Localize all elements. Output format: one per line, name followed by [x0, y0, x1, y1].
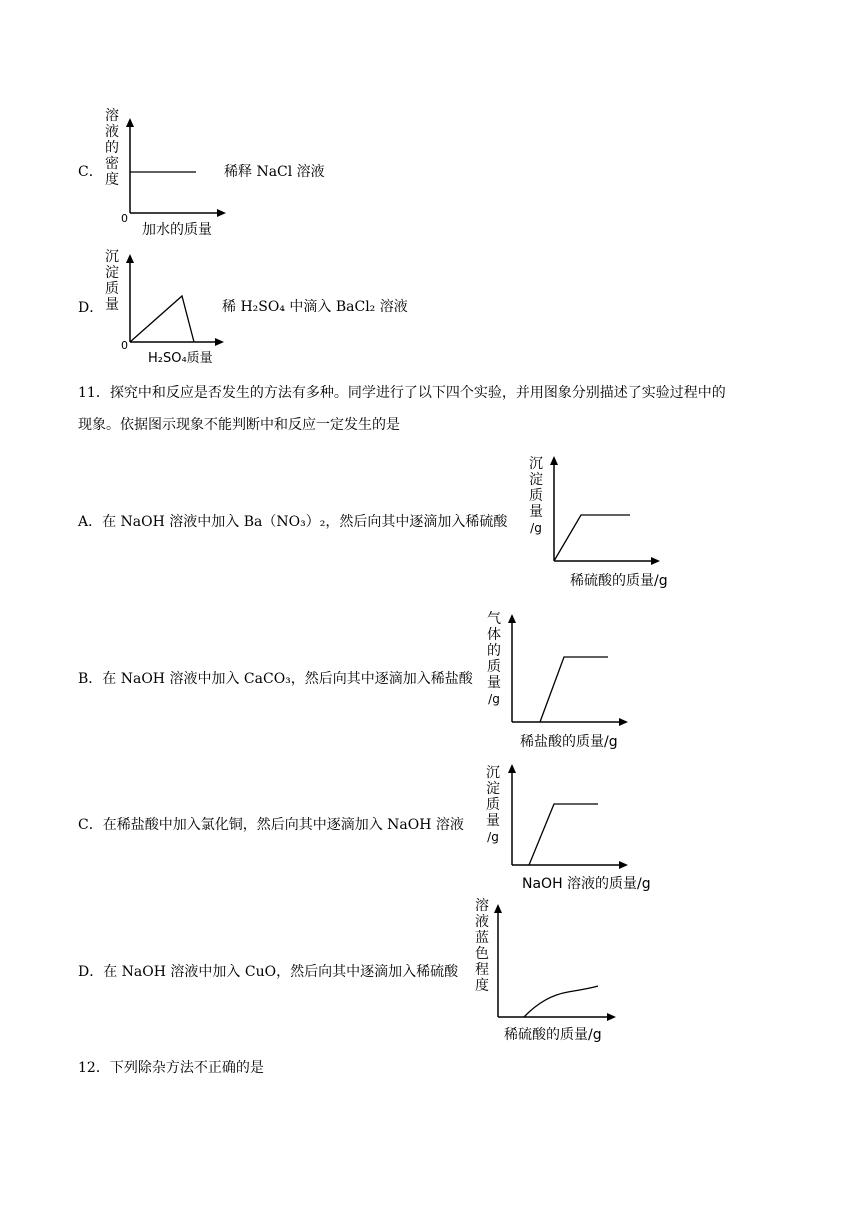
data-curve — [524, 986, 598, 1017]
q11-b-graph — [506, 614, 636, 726]
ylabel-char: 液 — [105, 124, 119, 140]
ylabel-char: 溶 — [475, 898, 489, 914]
data-line — [540, 657, 608, 722]
x-axis-arrow — [607, 1013, 616, 1021]
ylabel-char: 程 — [475, 962, 489, 978]
q11-a-graph — [548, 456, 668, 566]
ylabel-char: /g — [530, 521, 542, 535]
q11-option-b: B．在 NaOH 溶液中加入 CaCO₃，然后向其中逐滴加入稀盐酸 — [78, 671, 473, 687]
x-axis-arrow — [651, 557, 660, 565]
option-letter-d: D． — [78, 300, 104, 316]
ylabel-char: 淀 — [105, 265, 119, 281]
option-c-caption: 稀释 NaCl 溶液 — [224, 164, 325, 180]
ylabel-char: 质 — [486, 797, 500, 813]
y-axis-arrow — [508, 614, 516, 623]
q11-stem-line2: 现象。依据图示现象不能判断中和反应一定发生的是 — [78, 417, 400, 433]
q11-c-xlabel: NaOH 溶液的质量/g — [522, 876, 651, 892]
ylabel-char: 色 — [475, 946, 489, 962]
ylabel-char: 溶 — [105, 108, 119, 124]
data-line — [529, 804, 598, 865]
option-letter-c: C． — [78, 164, 103, 180]
origin-label: 0 — [121, 212, 128, 225]
y-axis-arrow — [126, 254, 134, 263]
ylabel-char: /g — [488, 692, 500, 706]
x-axis-arrow — [217, 209, 226, 217]
ylabel-char: 的 — [105, 140, 119, 156]
ylabel-char: 沉 — [105, 249, 119, 265]
y-axis-arrow — [126, 118, 134, 127]
origin-label: 0 — [121, 339, 128, 352]
q11-option-d: D．在 NaOH 溶液中加入 CuO，然后向其中逐滴加入稀硫酸 — [78, 964, 459, 980]
ylabel-char: /g — [487, 830, 499, 844]
ylabel-char: 质 — [487, 659, 501, 675]
ylabel-char: 沉 — [529, 456, 543, 472]
q11-d-graph — [492, 904, 622, 1020]
graph-c-prev — [118, 118, 228, 218]
q11-d-xlabel: 稀硫酸的质量/g — [504, 1027, 602, 1043]
q11-c-ylabel — [484, 765, 502, 845]
x-axis-arrow — [619, 718, 628, 726]
ylabel-char: 的 — [487, 643, 501, 659]
y-axis-arrow — [550, 456, 558, 465]
ylabel-char: 蓝 — [475, 930, 489, 946]
q11-option-a: A．在 NaOH 溶液中加入 Ba（NO₃）₂，然后向其中逐滴加入稀硫酸 — [78, 514, 508, 530]
ylabel-char: 质 — [105, 281, 119, 297]
ylabel-char: 淀 — [486, 781, 500, 797]
ylabel-char: 量 — [487, 675, 501, 691]
ylabel-char: 量 — [529, 504, 543, 520]
ylabel-char: 量 — [105, 297, 119, 313]
ylabel-char: 沉 — [486, 765, 500, 781]
data-line — [554, 515, 630, 561]
graph-d-prev — [118, 254, 228, 354]
y-axis-arrow — [508, 764, 516, 773]
q11-option-c: C．在稀盐酸中加入氯化铜，然后向其中逐滴加入 NaOH 溶液 — [78, 817, 464, 833]
ylabel-char: 液 — [475, 914, 489, 930]
graph-c-xlabel: 加水的质量 — [142, 222, 212, 238]
q11-a-xlabel: 稀硫酸的质量/g — [570, 573, 668, 589]
ylabel-char: 量 — [486, 813, 500, 829]
ylabel-char: 质 — [529, 488, 543, 504]
x-axis-arrow — [619, 861, 628, 869]
graph-d-xlabel: H₂SO₄质量 — [148, 351, 213, 366]
x-axis-arrow — [215, 338, 224, 346]
q11-b-xlabel: 稀盐酸的质量/g — [520, 734, 618, 750]
ylabel-char: 密 — [105, 156, 119, 172]
q11-stem-line1: 11．探究中和反应是否发生的方法有多种。同学进行了以下四个实验，并用图象分别描述了实验过程中的 — [78, 385, 726, 401]
ylabel-char: 体 — [487, 627, 501, 643]
q11-b-ylabel — [485, 611, 503, 707]
ylabel-char: 气 — [487, 611, 501, 627]
q11-c-graph — [506, 764, 636, 868]
data-line — [130, 296, 194, 342]
q11-a-ylabel — [527, 456, 545, 536]
ylabel-char: 度 — [475, 978, 489, 994]
q12-stem: 12．下列除杂方法不正确的是 — [78, 1060, 264, 1076]
y-axis-arrow — [494, 904, 502, 913]
ylabel-char: 淀 — [529, 472, 543, 488]
ylabel-char: 度 — [105, 172, 119, 188]
q11-d-ylabel — [473, 898, 491, 994]
option-d-caption: 稀 H₂SO₄ 中滴入 BaCl₂ 溶液 — [222, 299, 408, 315]
